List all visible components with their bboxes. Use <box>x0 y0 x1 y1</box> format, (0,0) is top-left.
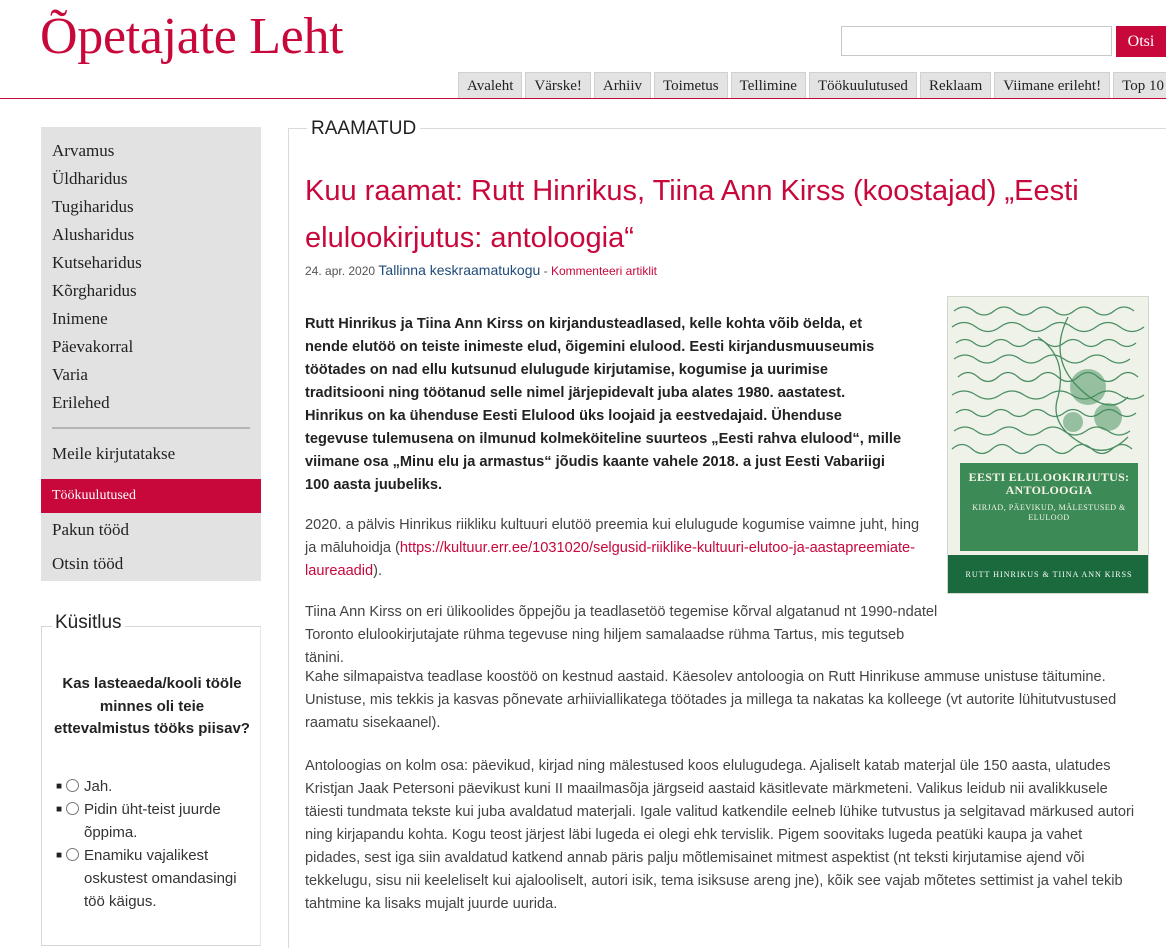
main-nav <box>458 72 1166 98</box>
poll-option-label: Enamiku vajalikest oskustest omandasingi töö käigus. <box>84 847 237 910</box>
sidebar-item-erilehed[interactable]: Erilehed <box>52 393 110 412</box>
poll-options <box>56 775 256 913</box>
sidebar-divider <box>52 427 250 429</box>
sidebar-item-tugiharidus[interactable]: Tugiharidus <box>52 197 134 216</box>
nav-tab-reklaam[interactable]: Reklaam <box>920 72 991 98</box>
book-cover-image <box>947 296 1149 594</box>
book-authors: RUTT HINRIKUS & TIINA ANN KIRSS <box>948 555 1149 594</box>
comment-link[interactable]: Kommenteeri artiklit <box>550 264 657 278</box>
sidebar-item-arvamus[interactable]: Arvamus <box>52 141 115 160</box>
bullet-icon: ■ <box>56 781 63 792</box>
sidebar-item-kutseharidus[interactable]: Kutseharidus <box>52 253 142 272</box>
header-divider <box>0 98 1166 99</box>
sidebar-item-varia[interactable]: Varia <box>52 365 88 384</box>
sidebar-item-uldharidus[interactable]: Üldharidus <box>52 169 128 188</box>
poll-option[interactable] <box>56 775 256 798</box>
book-subtitle: KIRJAD, PÄEVIKUD, MÄLESTUSED & ELULOOD <box>972 503 1126 522</box>
radio-button[interactable] <box>66 779 79 792</box>
poll-option-label: Pidin üht-teist juurde õppima. <box>84 801 221 841</box>
sidebar-item-otsin-tood[interactable]: Otsin tööd <box>52 554 124 573</box>
poll-box <box>41 612 261 946</box>
paragraph-text: ). <box>373 563 383 579</box>
nav-tab-top-10[interactable]: Top 10 <box>1113 72 1166 98</box>
search-input[interactable] <box>841 26 1112 56</box>
nav-tab-viimane-erileht[interactable]: Viimane erileht! <box>994 72 1110 98</box>
nav-tab-avaleht[interactable]: Avaleht <box>458 72 522 98</box>
article-date: 24. apr. 2020 <box>305 264 376 278</box>
article-lead: Rutt Hinrikus ja Tiina Ann Kirss on kirjandusteadlased, kelle kohta võib öelda, et nende elutöö on teiste inimeste elud, õigemini elulood. Eesti kirjandusmuuseumis töötades on nad ellu kutsunud elulugude kirjutamise, kogumise ja uurimise traditsiooni ning töötanud selle nimel järjepidevalt juba alates 1980. aastatest. Hinrikus on ka ühenduse Eesti Elulood üks loojaid ja eestvedajaid. Ühenduse tegevuse tulemusena on ilmunud kolmeköiteline suurteos „Eesti rahva elulood“, mille viimane osa „Minu elu ja armastus“ jõudis kaante vahele 2018. a just Eesti Vabariigi 100 aasta juubeliks. <box>305 316 902 493</box>
poll-option-label: Jah. <box>84 778 113 795</box>
nav-tab-tellimine[interactable]: Tellimine <box>731 72 806 98</box>
book-title: EESTI ELULOOKIRJUTUS: ANTOLOOGIA <box>968 470 1130 497</box>
nav-tab-arhiiv[interactable]: Arhiiv <box>594 72 651 98</box>
sidebar-item-tookuulutused[interactable]: Töökuulutused <box>41 479 261 513</box>
article-author[interactable]: Tallinna keskraamatukogu <box>378 262 541 278</box>
poll-option[interactable] <box>56 798 256 844</box>
poll-option[interactable] <box>56 844 256 913</box>
sidebar-item-pakun-tood[interactable]: Pakun tööd <box>52 520 129 539</box>
nav-tab-varske[interactable]: Värske! <box>525 72 590 98</box>
article-meta <box>305 262 657 278</box>
article-paragraph <box>305 514 930 583</box>
sidebar-item-meile-kirjutatakse[interactable]: Meile kirjutatakse <box>52 444 176 463</box>
meta-separator: - <box>540 264 551 278</box>
article-paragraph: Tiina Ann Kirss on eri ülikoolides õppejõu ja teadlasetöö tegemise kõrval algatanud nt 1990-ndatel Toronto elulookirjutajate rühma tegevuse ning hiljem samalaadse rühma Tartus, mis tegutseb tänini. <box>305 604 938 666</box>
nav-tab-toimetus[interactable]: Toimetus <box>654 72 728 98</box>
article-title: Kuu raamat: Rutt Hinrikus, Tiina Ann Kirss (koostajad) „Eesti elulookirjutus: antoloogia“ <box>305 175 1079 254</box>
search-button[interactable]: Otsi <box>1116 26 1166 57</box>
bullet-icon: ■ <box>56 850 63 861</box>
sidebar-item-alusharidus[interactable]: Alusharidus <box>52 225 135 244</box>
radio-button[interactable] <box>66 848 79 861</box>
sidebar-item-korgharidus[interactable]: Kõrgharidus <box>52 281 137 300</box>
article-paragraph: Kahe silmapaistva teadlase koostöö on kestnud aastaid. Käesolev antoloogia on Rutt Hinrikuse ammuse unistuse täitumine. Unistuse, mis tekkis ja kasvas põnevate arhiiviallikatega töötades ja millega ta nakatas ka kolleege (vt autorite lühitutvustused raamatu sisekaanel). <box>305 669 1117 731</box>
book-cover-label <box>960 463 1138 551</box>
article-paragraph: Antoloogias on kolm osa: päevikud, kirjad ning mälestused koos elulugudega. Ajaliselt katab materjal üle 150 aasta, ulatudes Kristjan Jaak Petersoni päevikust kuni II maailmasõja järgseid aastaid käsitlevate märkmeteni. Valikus leidub nii avalikkusele täiesti tundmata tekste kui juba avaldatud materjali. Igale valitud katkendile eelneb lühike tutvustus ja selgitavad märkused autori ning kirjapandu kohta. Kogu teost järjest läbi lugeda ei olegi ehk tervislik. Pigem soovitaks lugeda peatüki kaupa ja vahet pidades, sest iga siin avaldatud katkend annab päris palju mõtlemisainet mitmest aspektist (nt teksti kirjutamise ajend või tekkelugu, sisu nii keeleliselt kui ajalooliselt, autori isik, tema isiksuse areng jne), kõik see vajab mõtetes settimist ja vahel tekib tahtmine ka lisaks mujalt juurde uurida. <box>305 758 1135 912</box>
poll-question: Kas lasteaeda/kooli tööle minnes oli teie ettevalmistus tööks piisav? <box>54 675 250 738</box>
bullet-icon: ■ <box>56 804 63 815</box>
sidebar-menu <box>41 127 261 581</box>
site-logo[interactable]: Õpetajate Leht <box>40 8 344 65</box>
err-article-link[interactable]: https://kultuur.err.ee/1031020/selgusid-riiklike-kultuuri-elutoo-ja-aastapreemiate-laureaadid <box>305 540 916 579</box>
poll-title: Küsitlus <box>52 612 125 634</box>
sidebar-item-inimene[interactable]: Inimene <box>52 309 108 328</box>
section-title: RAAMATUD <box>307 118 420 140</box>
radio-button[interactable] <box>66 802 79 815</box>
nav-tab-tookuulutused[interactable]: Töökuulutused <box>809 72 917 98</box>
paragraph-text: 2020. a pälvis Hinrikus riikliku kultuuri elutöö preemia kui elulugude kogumise vaimne juht, hing ja māluhoidja ( <box>305 517 920 556</box>
sidebar-item-paevakorral[interactable]: Päevakorral <box>52 337 134 356</box>
